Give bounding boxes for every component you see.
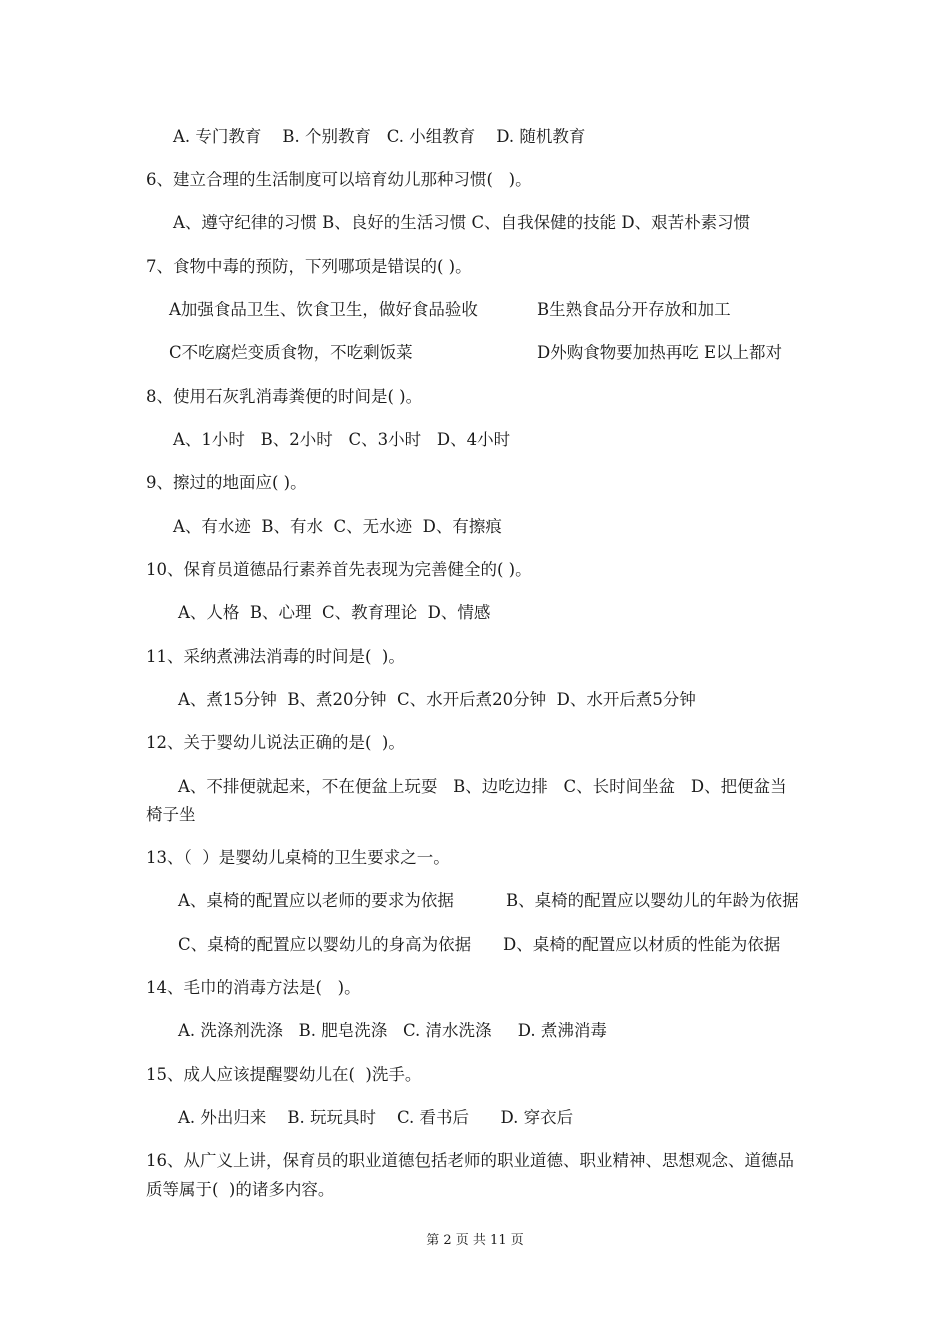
q16-question: 16、从广义上讲，保育员的职业道德包括老师的职业道德、职业精神、思想观念、道德品	[146, 1151, 794, 1170]
q10-options: A、人格 B、心理 C、教育理论 D、情感	[178, 603, 491, 622]
q5-options: A. 专门教育 B. 个别教育 C. 小组教育 D. 随机教育	[173, 127, 586, 146]
q7-option-c: C不吃腐烂变质食物，不吃剩饭菜	[169, 343, 413, 362]
q13-option-a: A、桌椅的配置应以老师的要求为依据	[178, 891, 454, 910]
q9-options: A、有水迹 B、有水 C、无水迹 D、有擦痕	[173, 517, 502, 536]
q11-options: A、煮15分钟 B、煮20分钟 C、水开后煮20分钟 D、水开后煮5分钟	[178, 690, 696, 709]
q13-option-d: D、桌椅的配置应以材质的性能为依据	[503, 935, 781, 954]
q6-question: 6、建立合理的生活制度可以培育幼儿那种习惯( )。	[146, 170, 532, 189]
q7-option-b: B生熟食品分开存放和加工	[537, 300, 731, 319]
q11-question: 11、采纳煮沸法消毒的时间是( )。	[146, 647, 405, 666]
q14-question: 14、毛巾的消毒方法是( )。	[146, 978, 361, 997]
q8-options: A、1小时 B、2小时 C、3小时 D、4小时	[173, 430, 511, 449]
q14-options: A. 洗涤剂洗涤 B. 肥皂洗涤 C. 清水洗涤 D. 煮沸消毒	[178, 1021, 607, 1040]
q12-options: A、不排便就起来，不在便盆上玩耍 B、边吃边排 C、长时间坐盆 D、把便盆当	[178, 777, 787, 796]
q8-question: 8、使用石灰乳消毒粪便的时间是( )。	[146, 387, 423, 406]
q13-question: 13、（ ）是婴幼儿桌椅的卫生要求之一。	[146, 848, 450, 867]
q13-option-c: C、桌椅的配置应以婴幼儿的身高为依据	[178, 935, 472, 954]
q16-question-cont: 质等属于( )的诸多内容。	[146, 1180, 335, 1199]
q15-question: 15、成人应该提醒婴幼儿在( )洗手。	[146, 1065, 422, 1084]
page-footer: 第 2 页 共 11 页	[426, 1233, 524, 1248]
q10-question: 10、保育员道德品行素养首先表现为完善健全的( )。	[146, 560, 532, 579]
q13-option-b: B、桌椅的配置应以婴幼儿的年龄为依据	[506, 891, 799, 910]
q12-question: 12、关于婴幼儿说法正确的是( )。	[146, 733, 405, 752]
q9-question: 9、擦过的地面应( )。	[146, 473, 307, 492]
q7-option-a: A加强食品卫生、饮食卫生，做好食品验收	[169, 300, 478, 319]
q7-option-de: D外购食物要加热再吃 E以上都对	[537, 343, 783, 362]
q7-question: 7、食物中毒的预防，下列哪项是错误的( )。	[146, 257, 472, 276]
q15-options: A. 外出归来 B. 玩玩具时 C. 看书后 D. 穿衣后	[178, 1108, 574, 1127]
q12-options-cont: 椅子坐	[146, 805, 196, 824]
q6-options: A、遵守纪律的习惯 B、良好的生活习惯 C、自我保健的技能 D、艰苦朴素习惯	[173, 213, 751, 232]
